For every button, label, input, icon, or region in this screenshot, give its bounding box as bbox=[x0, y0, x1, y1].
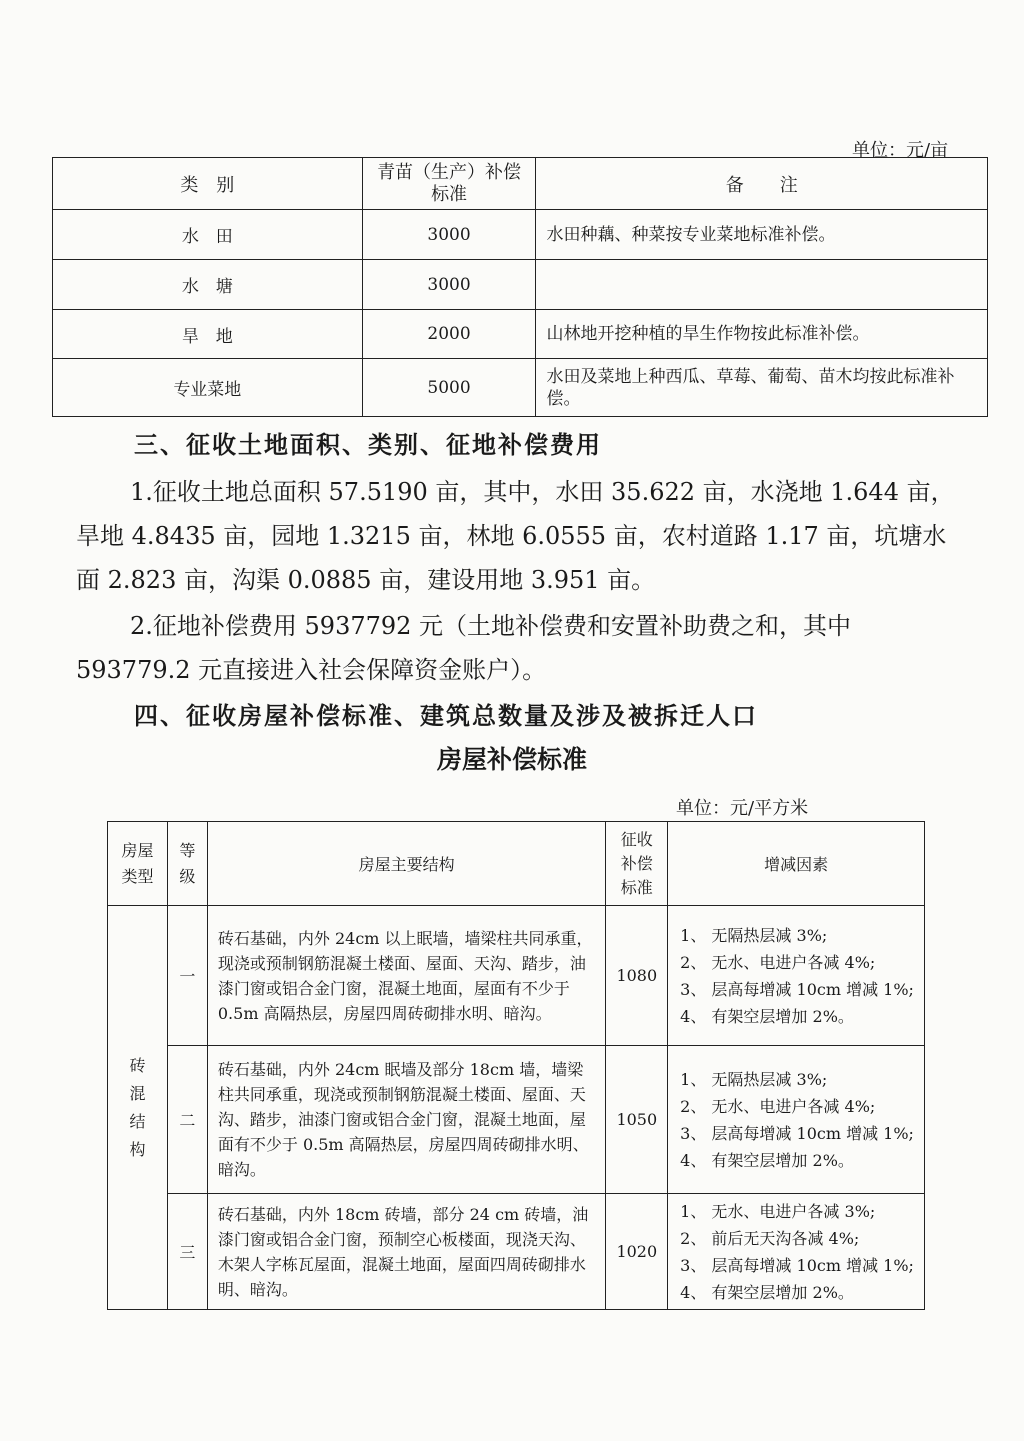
section3-heading: 三、征收土地面积、类别、征地补偿费用 bbox=[134, 430, 602, 459]
house-compensation-table bbox=[107, 821, 925, 1310]
section3-paragraph2: 2.征地补偿费用 5937792 元（土地补偿费和安置补助费之和，其中 593779.2 元直接进入社会保障资金账户）。 bbox=[76, 612, 852, 684]
cell-standard: 1020 bbox=[606, 1194, 668, 1310]
cell-structure: 砖石基础，内外 24cm 以上眠墙，墙梁柱共同承重，现浇或预制钢筋混凝土楼面、屋面、天沟、踏步，油漆门窗或铝合金门窗，混凝土地面，屋面有不少于 0.5m 高隔热层，房屋四周砖砌排水明、暗沟。 bbox=[207, 906, 606, 1046]
table-row bbox=[53, 359, 988, 417]
cell-standard: 1050 bbox=[606, 1046, 668, 1194]
header-grade: 等级 bbox=[167, 822, 207, 906]
cell-structure: 砖石基础，内外 24cm 眠墙及部分 18cm 墙，墙梁柱共同承重，现浇或预制钢筋混凝土楼面、屋面、天沟、踏步，油漆门窗或铝合金门窗，混凝土地面，屋面有不少于 0.5m 高隔热层，房屋四周砖砌排水明、暗沟。 bbox=[207, 1046, 606, 1194]
cell-factors: 1、 无隔热层减 3%; 2、 无水、电进户各减 4%; 3、 层高每增减 10cm 增减 1%; 4、 有架空层增加 2%。 bbox=[668, 1046, 925, 1194]
table2-unit: 单位：元/平方米 bbox=[676, 798, 809, 819]
cell-remark: 水田及菜地上种西瓜、草莓、葡萄、苗木均按此标准补偿。 bbox=[536, 359, 988, 417]
cell-category: 水 田 bbox=[53, 210, 363, 260]
header-standard: 征收补偿标准 bbox=[606, 822, 668, 906]
cell-factors: 1、 无隔热层减 3%; 2、 无水、电进户各减 4%; 3、 层高每增减 10cm 增减 1%; 4、 有架空层增加 2%。 bbox=[668, 906, 925, 1046]
cell-remark bbox=[536, 260, 988, 310]
table-header-row bbox=[108, 822, 925, 906]
cell-grade: 三 bbox=[167, 1194, 207, 1310]
cell-standard: 3000 bbox=[362, 260, 536, 310]
header-house-type: 房屋类型 bbox=[108, 822, 168, 906]
cell-remark: 水田种藕、种菜按专业菜地标准补偿。 bbox=[536, 210, 988, 260]
section4-heading: 四、征收房屋补偿标准、建筑总数量及涉及被拆迁人口 bbox=[134, 701, 758, 730]
cell-house-type: 砖混结构 bbox=[108, 906, 168, 1310]
cell-standard: 1080 bbox=[606, 906, 668, 1046]
header-category: 类 别 bbox=[53, 158, 363, 210]
seedling-compensation-table bbox=[52, 157, 988, 417]
table-row bbox=[108, 1194, 925, 1310]
cell-standard: 5000 bbox=[362, 359, 536, 417]
cell-category: 旱 地 bbox=[53, 310, 363, 359]
table-row bbox=[53, 210, 988, 260]
table-row bbox=[108, 906, 925, 1046]
cell-category: 专业菜地 bbox=[53, 359, 363, 417]
cell-grade: 一 bbox=[167, 906, 207, 1046]
section3-paragraph1: 1.征收土地总面积 57.5190 亩，其中，水田 35.622 亩，水浇地 1.644 亩，旱地 4.8435 亩，园地 1.3215 亩，林地 6.0555 亩，农村道路 1.17 亩，坑塘水面 2.823 亩，沟渠 0.0885 亩，建设用地 3.951 亩。 bbox=[76, 478, 955, 594]
cell-category: 水 塘 bbox=[53, 260, 363, 310]
table-row bbox=[108, 1046, 925, 1194]
table-header-row bbox=[53, 158, 988, 210]
cell-standard: 2000 bbox=[362, 310, 536, 359]
header-factors: 增减因素 bbox=[668, 822, 925, 906]
cell-standard: 3000 bbox=[362, 210, 536, 260]
header-structure: 房屋主要结构 bbox=[207, 822, 606, 906]
cell-grade: 二 bbox=[167, 1046, 207, 1194]
table-row bbox=[53, 310, 988, 359]
cell-structure: 砖石基础，内外 18cm 砖墙，部分 24 cm 砖墙，油漆门窗或铝合金门窗，预制空心板楼面，现浇天沟、木架人字栋瓦屋面，混凝土地面，屋面四周砖砌排水明、暗沟。 bbox=[207, 1194, 606, 1310]
cell-factors: 1、 无水、电进户各减 3%; 2、 前后无天沟各减 4%; 3、 层高每增减 10cm 增减 1%; 4、 有架空层增加 2%。 bbox=[668, 1194, 925, 1310]
table-row bbox=[53, 260, 988, 310]
table1-unit: 单位：元/亩 bbox=[852, 140, 949, 161]
house-table-title: 房屋补偿标准 bbox=[436, 745, 587, 774]
header-remark: 备 注 bbox=[536, 158, 988, 210]
cell-remark: 山林地开挖种植的旱生作物按此标准补偿。 bbox=[536, 310, 988, 359]
header-standard: 青苗（生产）补偿标准 bbox=[362, 158, 536, 210]
